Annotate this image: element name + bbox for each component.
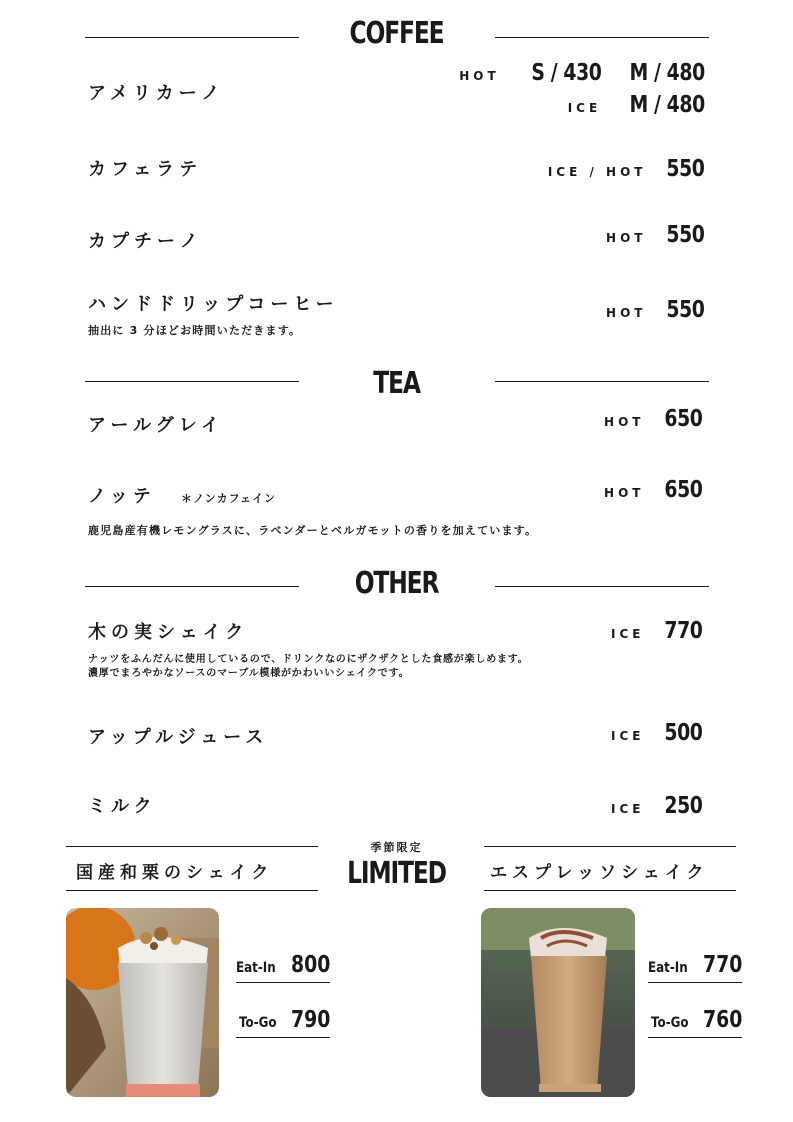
notte-price: 650 — [664, 477, 703, 503]
limited-seasonal-label: 季節限定 — [370, 841, 423, 854]
nutshake-price: 770 — [664, 618, 703, 644]
item-nutshake-desc-1: ナッツをふんだんに使用しているので、ドリンクなのにザクザクとした食感が楽しめます。 — [88, 654, 529, 665]
limited-left-eatin-rule — [236, 982, 330, 983]
limited-right-eatin-price: 770 — [702, 952, 743, 978]
nutshake-price-line — [611, 618, 703, 644]
applejuice-price: 500 — [664, 720, 703, 746]
limited-right-togo-label: To-Go — [651, 1015, 689, 1031]
cafelatte-price-line — [548, 156, 705, 182]
applejuice-price-line — [611, 720, 703, 746]
limited-right-eatin-rule — [648, 982, 742, 983]
item-nutshake-name: 木の実シェイク — [88, 622, 249, 643]
limited-left-togo-rule — [236, 1037, 330, 1038]
earlgrey-tag: HOT — [604, 415, 645, 429]
milk-tag: ICE — [611, 802, 645, 816]
notte-name-text: ノッテ — [88, 486, 156, 507]
limited-left-rule-bottom — [66, 890, 318, 891]
notte-tag: HOT — [604, 486, 645, 500]
espresso-shake-illustration — [481, 908, 635, 1097]
handdrip-price: 550 — [666, 297, 705, 323]
limited-right-eatin-label: Eat-In — [648, 960, 688, 976]
item-handdrip-desc: 抽出に 3 分ほどお時間いただきます。 — [88, 324, 302, 337]
limited-right-name: エスプレッソシェイク — [490, 863, 709, 883]
espresso-shake-photo — [481, 908, 635, 1097]
item-earlgrey-name: アールグレイ — [88, 415, 224, 436]
item-applejuice-name: アップルジュース — [88, 727, 269, 748]
milk-price-line — [611, 793, 703, 819]
cappuccino-price-line — [606, 222, 705, 248]
cappuccino-price: 550 — [666, 222, 705, 248]
limited-right-rule-bottom — [484, 890, 736, 891]
nutshake-tag: ICE — [611, 627, 645, 641]
limited-left-eatin-price: 800 — [290, 952, 331, 978]
limited-right-togo-row — [651, 1007, 751, 1033]
limited-left-togo-row — [239, 1007, 339, 1033]
limited-left-togo-price: 790 — [291, 1007, 331, 1033]
earlgrey-price-line — [604, 406, 703, 432]
limited-right-rule-top — [484, 846, 736, 847]
limited-right-eatin-row — [648, 952, 751, 978]
item-cafelatte-name: カフェラテ — [88, 159, 203, 180]
handdrip-price-line — [606, 297, 705, 323]
limited-left-togo-label: To-Go — [239, 1015, 277, 1031]
item-americano-name: アメリカーノ — [88, 83, 225, 104]
section-title-coffee: COFFEE — [349, 16, 444, 51]
americano-hot-m-price: M / 480 — [629, 60, 705, 86]
chestnut-shake-photo — [66, 908, 219, 1097]
cafelatte-tag: ICE / HOT — [547, 165, 647, 179]
section-title-other: OTHER — [354, 566, 439, 601]
item-nutshake-desc-2: 濃厚でまろやかなソースのマーブル模様がかわいいシェイクです。 — [88, 668, 410, 679]
limited-left-name: 国産和栗のシェイク — [76, 863, 274, 883]
limited-left-rule-top — [66, 846, 318, 847]
americano-hot-line — [459, 60, 705, 86]
cafelatte-price: 550 — [666, 156, 705, 182]
americano-ice-tag: ICE — [567, 101, 602, 115]
chestnut-shake-illustration — [66, 908, 219, 1097]
americano-ice-m-price: M / 480 — [629, 92, 705, 118]
cappuccino-tag: HOT — [606, 231, 647, 245]
item-cappuccino-name: カプチーノ — [88, 231, 203, 252]
americano-hot-s-price: S / 430 — [531, 60, 602, 86]
earlgrey-price: 650 — [664, 406, 703, 432]
section-title-limited: LIMITED — [347, 856, 446, 891]
americano-ice-line — [568, 92, 705, 118]
item-milk-name: ミルク — [88, 796, 157, 817]
notte-note: ＊ノンカフェイン — [181, 492, 277, 505]
handdrip-tag: HOT — [606, 306, 647, 320]
limited-left-eatin-label: Eat-In — [236, 960, 276, 976]
milk-price: 250 — [664, 793, 703, 819]
limited-right-togo-rule — [648, 1037, 742, 1038]
limited-left-eatin-row — [236, 952, 339, 978]
item-handdrip-name: ハンドドリップコーヒー — [88, 294, 339, 315]
item-notte-desc: 鹿児島産有機レモングラスに、ラベンダーとベルガモットの香りを加えています。 — [88, 524, 538, 537]
americano-hot-tag: HOT — [459, 69, 500, 83]
item-notte-name — [88, 482, 276, 508]
section-title-tea: TEA — [373, 366, 420, 401]
limited-right-togo-price: 760 — [703, 1007, 743, 1033]
applejuice-tag: ICE — [611, 729, 645, 743]
notte-price-line — [604, 477, 703, 503]
